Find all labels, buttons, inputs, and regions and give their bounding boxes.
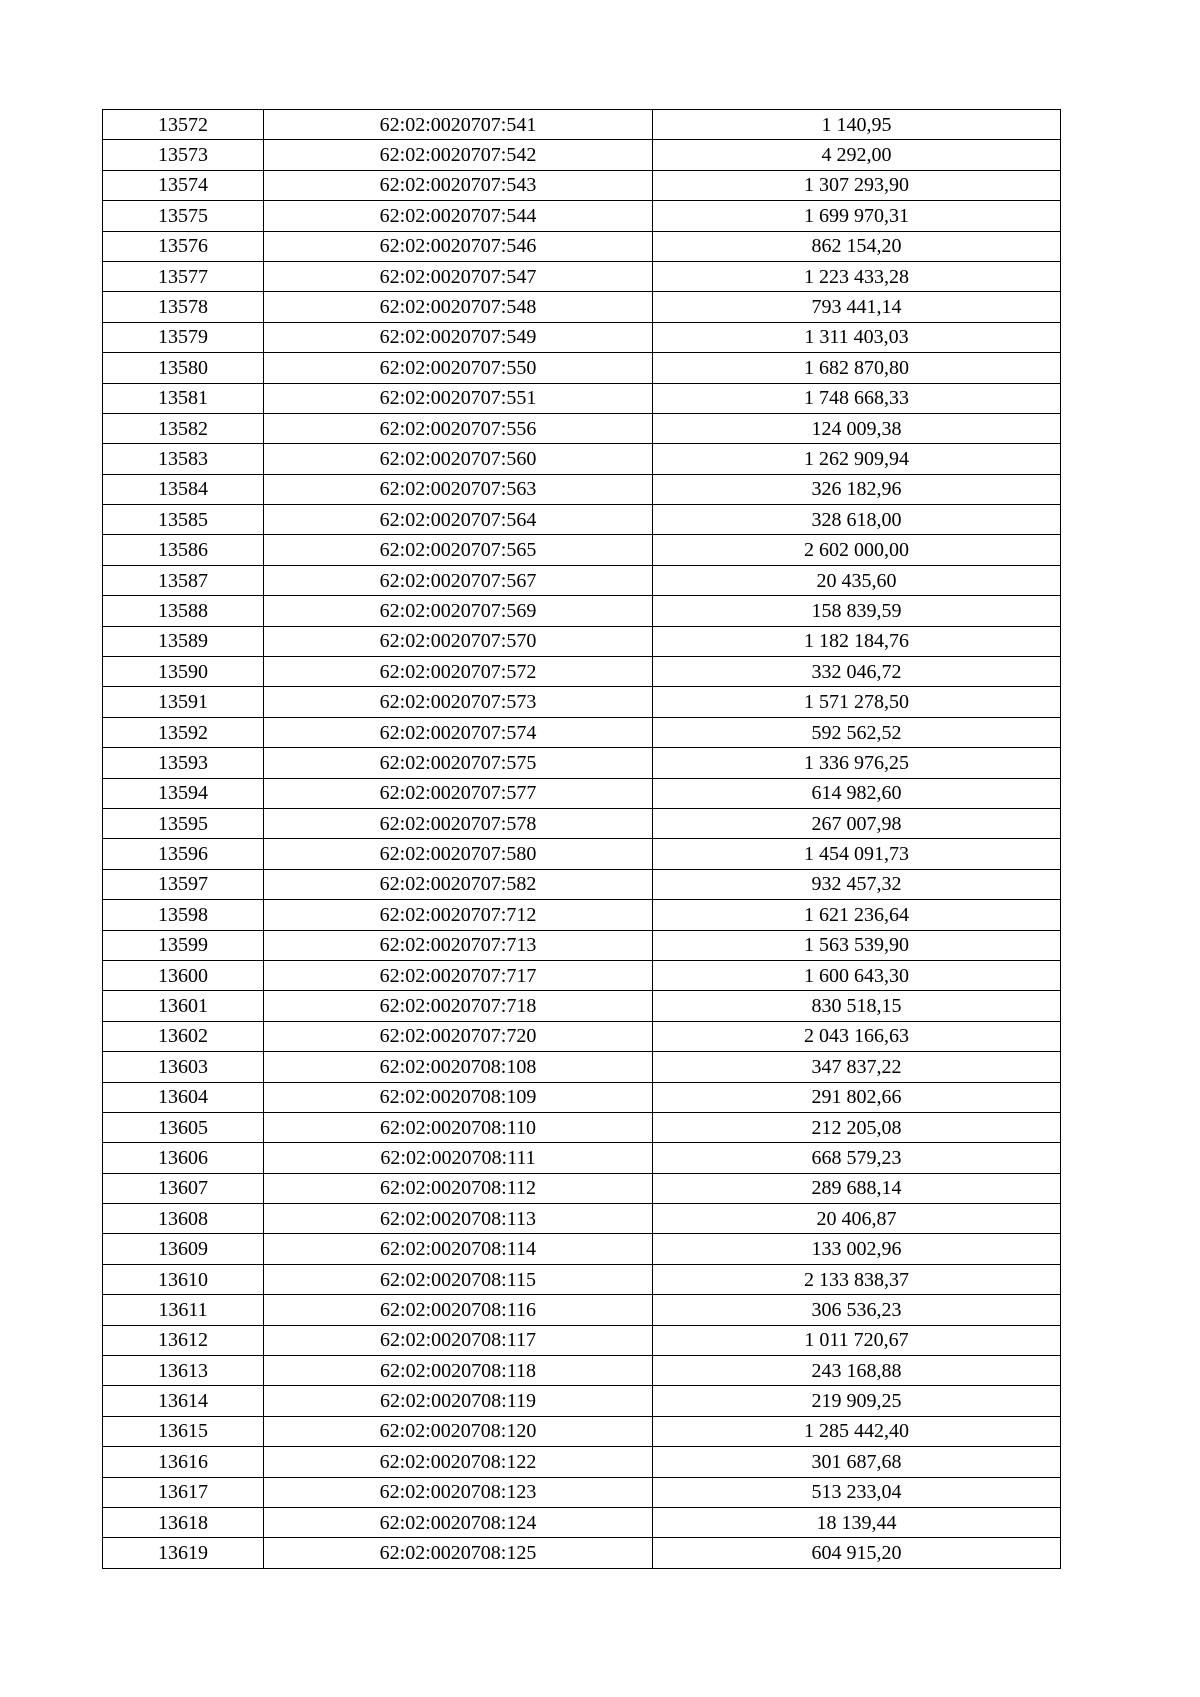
cadastral-number-cell: 62:02:0020708:120 xyxy=(264,1416,653,1446)
cadastral-value-cell: 2 043 166,63 xyxy=(653,1021,1061,1051)
cadastral-value-cell: 1 307 293,90 xyxy=(653,170,1061,200)
cadastral-number-cell: 62:02:0020708:117 xyxy=(264,1325,653,1355)
row-number-cell: 13595 xyxy=(103,808,264,838)
table-row xyxy=(103,748,1061,778)
cadastral-value-cell: 1 140,95 xyxy=(653,110,1061,140)
row-number-cell: 13591 xyxy=(103,687,264,717)
cadastral-value-cell: 2 602 000,00 xyxy=(653,535,1061,565)
table-body xyxy=(103,110,1061,1569)
table-row xyxy=(103,1295,1061,1325)
row-number-cell: 13619 xyxy=(103,1538,264,1568)
row-number-cell: 13593 xyxy=(103,748,264,778)
cadastral-number-cell: 62:02:0020708:111 xyxy=(264,1143,653,1173)
cadastral-number-cell: 62:02:0020707:712 xyxy=(264,900,653,930)
cadastral-value-cell: 1 011 720,67 xyxy=(653,1325,1061,1355)
cadastral-value-cell: 219 909,25 xyxy=(653,1386,1061,1416)
cadastral-value-cell: 291 802,66 xyxy=(653,1082,1061,1112)
row-number-cell: 13611 xyxy=(103,1295,264,1325)
row-number-cell: 13614 xyxy=(103,1386,264,1416)
table-row xyxy=(103,1021,1061,1051)
row-number-cell: 13592 xyxy=(103,717,264,747)
row-number-cell: 13617 xyxy=(103,1477,264,1507)
row-number-cell: 13590 xyxy=(103,657,264,687)
table-row xyxy=(103,322,1061,352)
cadastral-number-cell: 62:02:0020707:548 xyxy=(264,292,653,322)
row-number-cell: 13572 xyxy=(103,110,264,140)
row-number-cell: 13582 xyxy=(103,413,264,443)
row-number-cell: 13605 xyxy=(103,1112,264,1142)
row-number-cell: 13584 xyxy=(103,474,264,504)
cadastral-number-cell: 62:02:0020707:549 xyxy=(264,322,653,352)
cadastral-value-cell: 513 233,04 xyxy=(653,1477,1061,1507)
table-row xyxy=(103,1386,1061,1416)
row-number-cell: 13609 xyxy=(103,1234,264,1264)
table-row xyxy=(103,1234,1061,1264)
table-row xyxy=(103,1052,1061,1082)
table-row xyxy=(103,808,1061,838)
cadastral-number-cell: 62:02:0020707:546 xyxy=(264,231,653,261)
cadastral-value-cell: 1 621 236,64 xyxy=(653,900,1061,930)
cadastral-number-cell: 62:02:0020707:578 xyxy=(264,808,653,838)
row-number-cell: 13601 xyxy=(103,991,264,1021)
cadastral-value-cell: 1 454 091,73 xyxy=(653,839,1061,869)
table-row xyxy=(103,201,1061,231)
cadastral-number-cell: 62:02:0020707:547 xyxy=(264,261,653,291)
table-row xyxy=(103,505,1061,535)
row-number-cell: 13603 xyxy=(103,1052,264,1082)
row-number-cell: 13583 xyxy=(103,444,264,474)
cadastral-number-cell: 62:02:0020707:573 xyxy=(264,687,653,717)
cadastral-value-cell: 133 002,96 xyxy=(653,1234,1061,1264)
cadastral-number-cell: 62:02:0020707:569 xyxy=(264,596,653,626)
cadastral-value-cell: 289 688,14 xyxy=(653,1173,1061,1203)
table-row xyxy=(103,170,1061,200)
cadastral-value-cell: 328 618,00 xyxy=(653,505,1061,535)
cadastral-value-cell: 793 441,14 xyxy=(653,292,1061,322)
cadastral-value-cell: 20 406,87 xyxy=(653,1204,1061,1234)
row-number-cell: 13615 xyxy=(103,1416,264,1446)
table-row xyxy=(103,596,1061,626)
cadastral-number-cell: 62:02:0020707:543 xyxy=(264,170,653,200)
row-number-cell: 13579 xyxy=(103,322,264,352)
cadastral-value-cell: 1 748 668,33 xyxy=(653,383,1061,413)
cadastral-number-cell: 62:02:0020707:577 xyxy=(264,778,653,808)
table-row xyxy=(103,1507,1061,1537)
cadastral-number-cell: 62:02:0020707:575 xyxy=(264,748,653,778)
table-row xyxy=(103,1325,1061,1355)
row-number-cell: 13600 xyxy=(103,960,264,990)
cadastral-value-cell: 20 435,60 xyxy=(653,565,1061,595)
cadastral-value-cell: 1 311 403,03 xyxy=(653,322,1061,352)
cadastral-number-cell: 62:02:0020707:565 xyxy=(264,535,653,565)
table-row xyxy=(103,991,1061,1021)
cadastral-number-cell: 62:02:0020707:720 xyxy=(264,1021,653,1051)
cadastral-number-cell: 62:02:0020708:124 xyxy=(264,1507,653,1537)
table-row xyxy=(103,869,1061,899)
cadastral-number-cell: 62:02:0020707:582 xyxy=(264,869,653,899)
cadastral-value-cell: 267 007,98 xyxy=(653,808,1061,838)
cadastral-value-cell: 18 139,44 xyxy=(653,1507,1061,1537)
cadastral-value-cell: 124 009,38 xyxy=(653,413,1061,443)
row-number-cell: 13574 xyxy=(103,170,264,200)
cadastral-value-cell: 306 536,23 xyxy=(653,1295,1061,1325)
table-row xyxy=(103,1143,1061,1173)
row-number-cell: 13599 xyxy=(103,930,264,960)
table-row xyxy=(103,1264,1061,1294)
table-row xyxy=(103,1447,1061,1477)
row-number-cell: 13607 xyxy=(103,1173,264,1203)
cadastral-value-cell: 1 600 643,30 xyxy=(653,960,1061,990)
table-row xyxy=(103,110,1061,140)
cadastral-value-cell: 614 982,60 xyxy=(653,778,1061,808)
cadastral-number-cell: 62:02:0020708:116 xyxy=(264,1295,653,1325)
row-number-cell: 13596 xyxy=(103,839,264,869)
cadastral-number-cell: 62:02:0020708:123 xyxy=(264,1477,653,1507)
cadastral-value-cell: 347 837,22 xyxy=(653,1052,1061,1082)
row-number-cell: 13576 xyxy=(103,231,264,261)
cadastral-value-cell: 212 205,08 xyxy=(653,1112,1061,1142)
table-row xyxy=(103,1477,1061,1507)
cadastral-value-cell: 592 562,52 xyxy=(653,717,1061,747)
row-number-cell: 13602 xyxy=(103,1021,264,1051)
row-number-cell: 13608 xyxy=(103,1204,264,1234)
row-number-cell: 13597 xyxy=(103,869,264,899)
cadastral-number-cell: 62:02:0020707:717 xyxy=(264,960,653,990)
row-number-cell: 13618 xyxy=(103,1507,264,1537)
cadastral-value-cell: 2 133 838,37 xyxy=(653,1264,1061,1294)
cadastral-value-cell: 1 699 970,31 xyxy=(653,201,1061,231)
cadastral-number-cell: 62:02:0020708:110 xyxy=(264,1112,653,1142)
table-row xyxy=(103,444,1061,474)
cadastral-number-cell: 62:02:0020707:550 xyxy=(264,353,653,383)
cadastral-number-cell: 62:02:0020708:109 xyxy=(264,1082,653,1112)
cadastral-number-cell: 62:02:0020708:108 xyxy=(264,1052,653,1082)
cadastral-number-cell: 62:02:0020707:544 xyxy=(264,201,653,231)
table-row xyxy=(103,383,1061,413)
cadastral-value-cell: 668 579,23 xyxy=(653,1143,1061,1173)
cadastral-value-cell: 4 292,00 xyxy=(653,140,1061,170)
row-number-cell: 13585 xyxy=(103,505,264,535)
cadastral-number-cell: 62:02:0020708:119 xyxy=(264,1386,653,1416)
table-row xyxy=(103,1356,1061,1386)
cadastral-value-cell: 332 046,72 xyxy=(653,657,1061,687)
row-number-cell: 13587 xyxy=(103,565,264,595)
table-row xyxy=(103,1082,1061,1112)
table-row xyxy=(103,1112,1061,1142)
row-number-cell: 13578 xyxy=(103,292,264,322)
table-row xyxy=(103,413,1061,443)
table-row xyxy=(103,626,1061,656)
cadastral-number-cell: 62:02:0020707:713 xyxy=(264,930,653,960)
cadastral-number-cell: 62:02:0020708:114 xyxy=(264,1234,653,1264)
cadastral-value-cell: 830 518,15 xyxy=(653,991,1061,1021)
row-number-cell: 13573 xyxy=(103,140,264,170)
cadastral-value-cell: 1 571 278,50 xyxy=(653,687,1061,717)
cadastral-number-cell: 62:02:0020707:556 xyxy=(264,413,653,443)
table-row xyxy=(103,1538,1061,1568)
table-row xyxy=(103,687,1061,717)
cadastral-number-cell: 62:02:0020707:564 xyxy=(264,505,653,535)
cadastral-number-cell: 62:02:0020708:122 xyxy=(264,1447,653,1477)
table-row xyxy=(103,474,1061,504)
cadastral-number-cell: 62:02:0020708:125 xyxy=(264,1538,653,1568)
table-row xyxy=(103,839,1061,869)
cadastral-number-cell: 62:02:0020708:115 xyxy=(264,1264,653,1294)
table-row xyxy=(103,930,1061,960)
table-row xyxy=(103,960,1061,990)
table-row xyxy=(103,1204,1061,1234)
cadastral-number-cell: 62:02:0020707:560 xyxy=(264,444,653,474)
table-row xyxy=(103,778,1061,808)
table-row xyxy=(103,140,1061,170)
table-row xyxy=(103,535,1061,565)
cadastral-number-cell: 62:02:0020707:718 xyxy=(264,991,653,1021)
cadastral-number-cell: 62:02:0020707:563 xyxy=(264,474,653,504)
table-row xyxy=(103,900,1061,930)
row-number-cell: 13581 xyxy=(103,383,264,413)
row-number-cell: 13577 xyxy=(103,261,264,291)
table-row xyxy=(103,261,1061,291)
row-number-cell: 13580 xyxy=(103,353,264,383)
cadastral-value-cell: 1 682 870,80 xyxy=(653,353,1061,383)
cadastral-value-cell: 1 262 909,94 xyxy=(653,444,1061,474)
cadastral-value-cell: 1 182 184,76 xyxy=(653,626,1061,656)
cadastral-number-cell: 62:02:0020708:112 xyxy=(264,1173,653,1203)
row-number-cell: 13575 xyxy=(103,201,264,231)
table-row xyxy=(103,565,1061,595)
row-number-cell: 13610 xyxy=(103,1264,264,1294)
cadastral-value-cell: 326 182,96 xyxy=(653,474,1061,504)
row-number-cell: 13612 xyxy=(103,1325,264,1355)
cadastral-number-cell: 62:02:0020707:574 xyxy=(264,717,653,747)
row-number-cell: 13613 xyxy=(103,1356,264,1386)
cadastral-value-cell: 932 457,32 xyxy=(653,869,1061,899)
cadastral-value-cell: 1 285 442,40 xyxy=(653,1416,1061,1446)
row-number-cell: 13586 xyxy=(103,535,264,565)
cadastral-number-cell: 62:02:0020707:541 xyxy=(264,110,653,140)
row-number-cell: 13598 xyxy=(103,900,264,930)
cadastral-value-cell: 1 563 539,90 xyxy=(653,930,1061,960)
table-row xyxy=(103,353,1061,383)
row-number-cell: 13589 xyxy=(103,626,264,656)
cadastral-number-cell: 62:02:0020707:572 xyxy=(264,657,653,687)
cadastral-value-cell: 1 223 433,28 xyxy=(653,261,1061,291)
table-row xyxy=(103,717,1061,747)
cadastral-number-cell: 62:02:0020707:567 xyxy=(264,565,653,595)
cadastral-number-cell: 62:02:0020707:570 xyxy=(264,626,653,656)
row-number-cell: 13594 xyxy=(103,778,264,808)
cadastral-number-cell: 62:02:0020707:580 xyxy=(264,839,653,869)
cadastral-number-cell: 62:02:0020708:113 xyxy=(264,1204,653,1234)
cadastral-value-cell: 158 839,59 xyxy=(653,596,1061,626)
cadastral-value-cell: 1 336 976,25 xyxy=(653,748,1061,778)
cadastral-number-cell: 62:02:0020707:551 xyxy=(264,383,653,413)
cadastral-number-cell: 62:02:0020707:542 xyxy=(264,140,653,170)
cadastral-value-cell: 862 154,20 xyxy=(653,231,1061,261)
table-row xyxy=(103,292,1061,322)
cadastral-value-cell: 301 687,68 xyxy=(653,1447,1061,1477)
cadastral-value-cell: 604 915,20 xyxy=(653,1538,1061,1568)
cadastral-value-table xyxy=(102,109,1061,1569)
table-row xyxy=(103,1416,1061,1446)
row-number-cell: 13588 xyxy=(103,596,264,626)
cadastral-number-cell: 62:02:0020708:118 xyxy=(264,1356,653,1386)
row-number-cell: 13606 xyxy=(103,1143,264,1173)
table-row xyxy=(103,657,1061,687)
cadastral-value-cell: 243 168,88 xyxy=(653,1356,1061,1386)
table-row xyxy=(103,231,1061,261)
row-number-cell: 13616 xyxy=(103,1447,264,1477)
row-number-cell: 13604 xyxy=(103,1082,264,1112)
table-row xyxy=(103,1173,1061,1203)
